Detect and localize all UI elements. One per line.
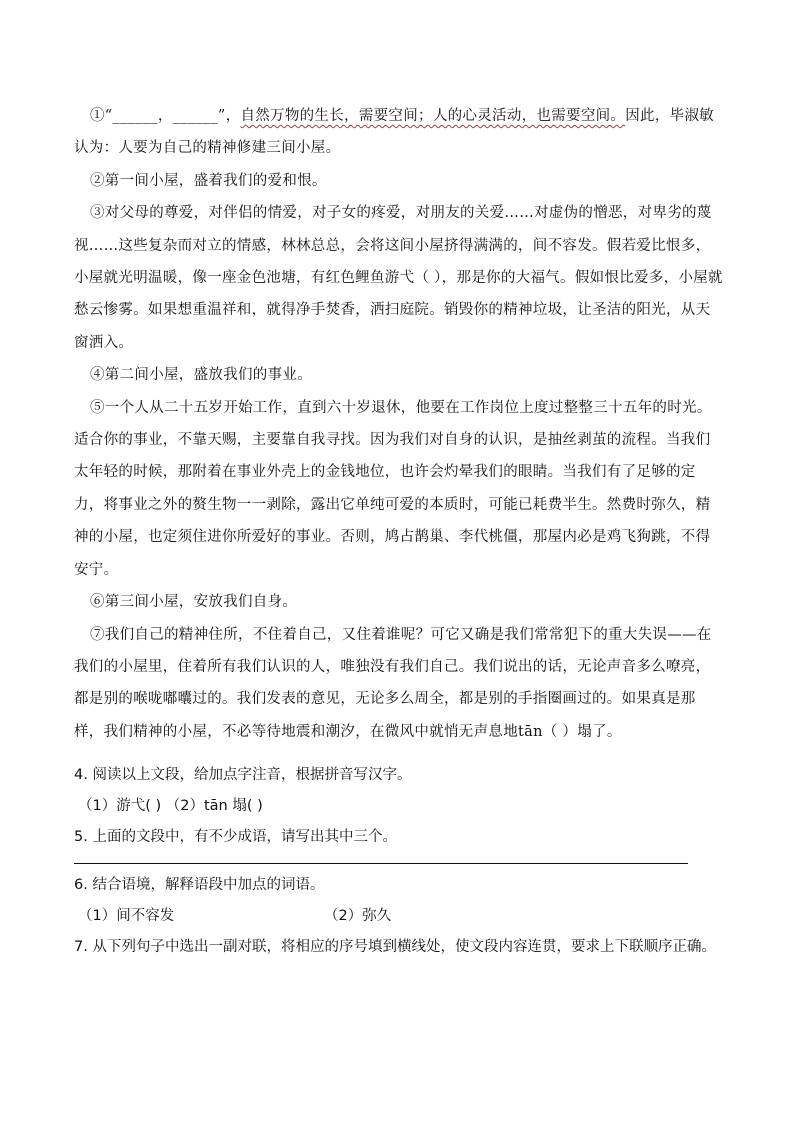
question-6-items: [74, 901, 724, 932]
paragraph-1-wavy-underlined: 自然万物的生长，需要空间；人的心灵活动，也需要空间。: [240, 108, 626, 124]
question-4-items: （1）游弋( ) （2）tān 塌( ): [78, 798, 263, 814]
question-5: 5. 上面的文段中，有不少成语，请写出其中三个。: [74, 829, 397, 845]
paragraph-1-end: 因此，毕淑敏认为：人要为自己的精神修建三间小屋。: [74, 108, 715, 157]
paragraph-1: [74, 100, 724, 165]
question-6-item-1: （1）间不容发: [78, 908, 175, 924]
paragraph-2: ②第一间小屋，盛着我们的爱和恨。: [90, 172, 327, 189]
question-6-item-2: （2）弥久: [324, 908, 392, 924]
question-7: 7. 从下列句子中选出一副对联，将相应的序号填到横线处，使文段内容连贯，要求上下联顺序正确。: [74, 939, 716, 955]
paragraph-4: ④第二间小屋，盛放我们的事业。: [90, 367, 312, 384]
paragraph-3: ③对父母的尊爱，对伴侣的情爱，对子女的疼爱，对朋友的关爱……对虚伪的憎恶，对卑劣的蔑视……这些复杂而对立的情感，林林总总，会将这间小屋挤得满满的，间不容发。假若爱比恨多，小屋就光明温暖，像一座金色池塘，有红色鲤鱼游弋（ ），那是你的大福气。假如恨比爱多，小屋就愁云惨雾。如果想重温祥和，就得净手焚香，洒扫庭院。销毁你的精神垃圾，让圣洁的阳光，从天窗洒入。: [74, 205, 723, 351]
answer-line[interactable]: [74, 863, 688, 864]
paragraph-1-start: ①“______，______”，: [90, 108, 241, 124]
reading-passage: [74, 100, 724, 748]
question-6: 6. 结合语境，解释语段中加点的词语。: [74, 877, 325, 893]
paragraph-5: ⑤一个人从二十五岁开始工作，直到六十岁退休，他要在工作岗位上度过整整三十五年的时光。适合你的事业，不靠天赐，主要靠自我寻找。因为我们对自身的认识，是抽丝剥茧的流程。当我们太年轻的时候，那附着在事业外壳上的金钱地位，也许会灼晕我们的眼睛。当我们有了足够的定力，将事业之外的赘生物一一剥除，露出它单纯可爱的本质时，可能已耗费半生。然费时弥久，精神的小屋，也定须住进你所爱好的事业。否则，鸠占鹊巢、李代桃僵，那屋内必是鸡飞狗跳，不得安宁。: [74, 399, 712, 578]
question-4: 4. 阅读以上文段，给加点字注音，根据拼音写汉字。: [74, 767, 412, 783]
question-section: [74, 760, 724, 963]
paragraph-7: ⑦我们自己的精神住所，不住着自己，又住着谁呢？可它又确是我们常常犯下的重大失误——在我们的小屋里，住着所有我们认识的人，唯独没有我们自己。我们说出的话，无论声音多么嘹亮，都是别的喉咙嘟囔过的。我们发表的意见，无论多么周全，都是别的手指圈画过的。如果真是那样，我们精神的小屋，不必等待地震和潮汐，在微风中就悄无声息地tān（ ）塌了。: [74, 626, 712, 740]
paragraph-6: ⑥第三间小屋，安放我们自身。: [90, 594, 298, 611]
